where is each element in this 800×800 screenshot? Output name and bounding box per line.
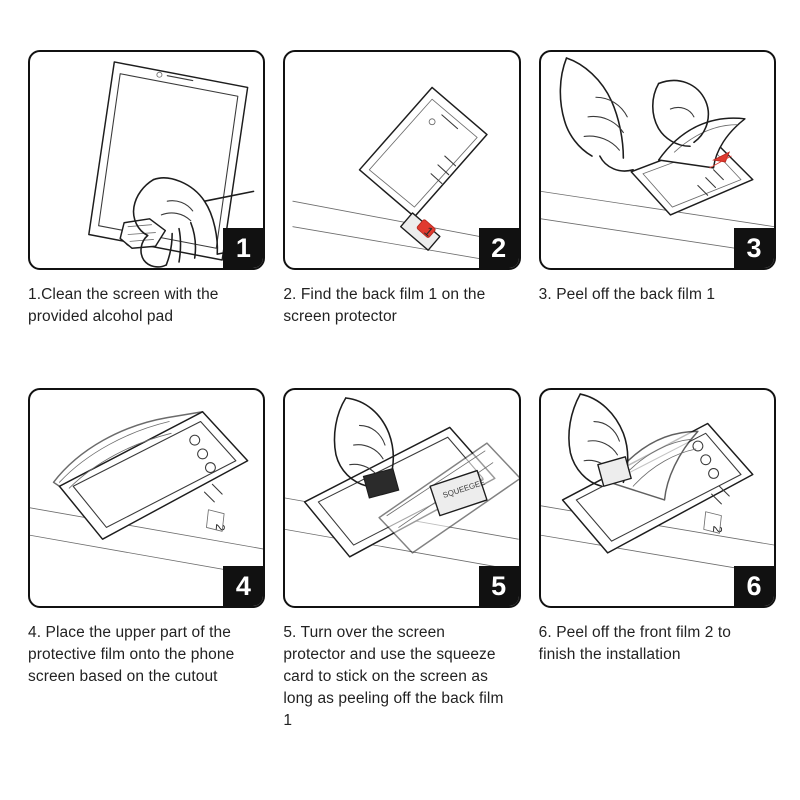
step-3-illustration bbox=[539, 50, 776, 270]
step-5-caption: 5. Turn over the screen protector and use the squeeze card to stick on the screen as long as peeling off the back film 1 bbox=[283, 624, 504, 729]
step-5 bbox=[283, 388, 516, 742]
step-6 bbox=[539, 388, 772, 742]
step-1 bbox=[28, 50, 261, 354]
step-4-badge: 4 bbox=[223, 566, 263, 606]
step-1-caption: 1.Clean the screen with the provided alcohol pad bbox=[28, 286, 219, 325]
step-1-badge: 1 bbox=[223, 228, 263, 268]
steps-row-2 bbox=[28, 388, 772, 742]
step-2-badge: 2 bbox=[479, 228, 519, 268]
step-6-badge: 6 bbox=[734, 566, 774, 606]
step-4-caption: 4. Place the upper part of the protective film onto the phone screen based on the cutout bbox=[28, 624, 235, 685]
step-4-tab-number: 2 bbox=[212, 523, 229, 532]
step-3 bbox=[539, 50, 772, 354]
step-6-tab-number: 2 bbox=[709, 525, 726, 534]
step-4-illustration bbox=[28, 388, 265, 608]
step-5-illustration bbox=[283, 388, 520, 608]
step-5-badge: 5 bbox=[479, 566, 519, 606]
step-5-card-label: SQUEEGEE bbox=[441, 477, 487, 500]
steps-row-1 bbox=[28, 50, 772, 354]
step-6-caption: 6. Peel off the front film 2 to finish the installation bbox=[538, 624, 732, 663]
step-3-caption: 3. Peel off the back film 1 bbox=[538, 286, 716, 303]
step-2-caption: 2. Find the back film 1 on the screen protector bbox=[283, 286, 486, 325]
step-4 bbox=[28, 388, 261, 742]
step-1-illustration bbox=[28, 50, 265, 270]
step-2-illustration bbox=[283, 50, 520, 270]
step-2 bbox=[283, 50, 516, 354]
step-3-badge: 3 bbox=[734, 228, 774, 268]
step-2-tab-number: 1 bbox=[421, 223, 437, 240]
step-6-illustration bbox=[539, 388, 776, 608]
